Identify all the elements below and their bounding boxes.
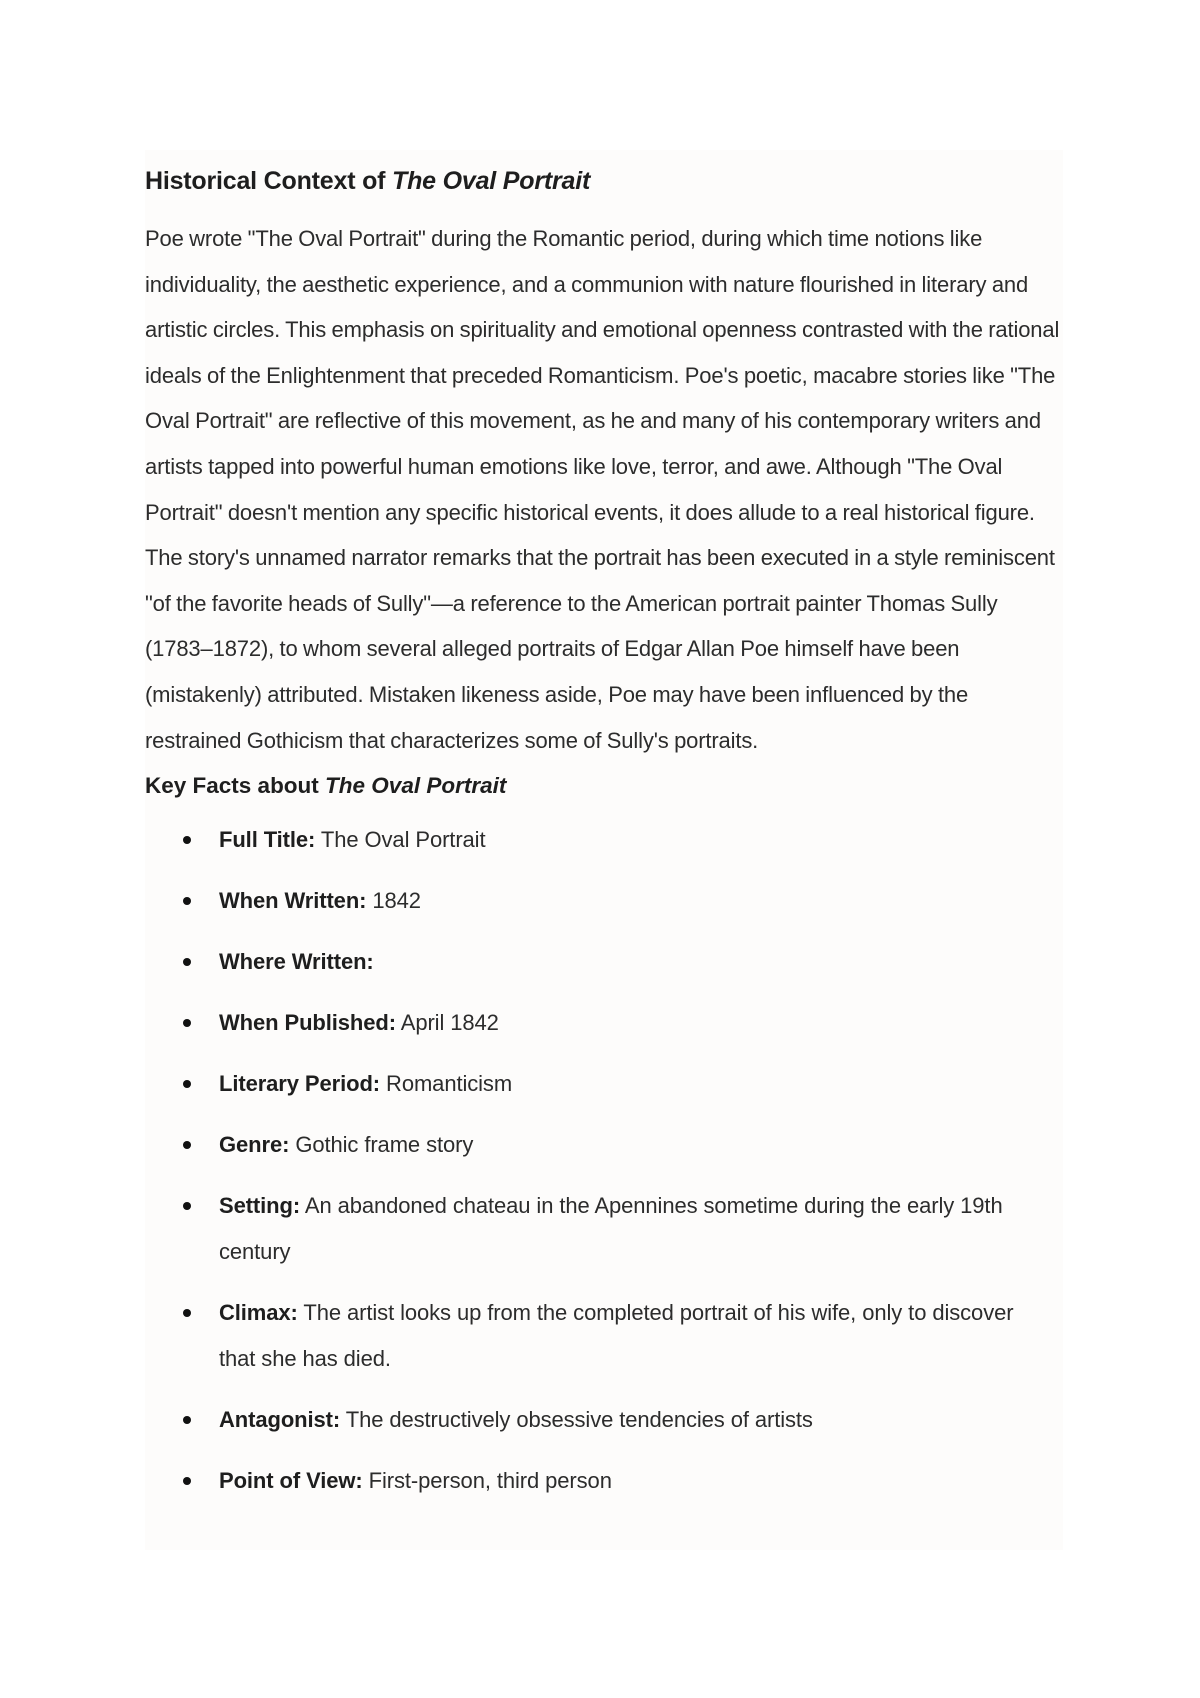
bullet-icon xyxy=(183,897,191,905)
fact-item-when-published xyxy=(145,1000,1049,1046)
bullet-icon xyxy=(183,1141,191,1149)
fact-item-antagonist xyxy=(145,1397,1049,1443)
fact-label: Full Title: xyxy=(219,827,316,853)
fact-value: Gothic frame story xyxy=(289,1132,474,1158)
fact-item-genre xyxy=(145,1122,1049,1168)
fact-item-when-written xyxy=(145,878,1049,924)
bullet-icon xyxy=(183,1477,191,1485)
fact-value: First-person, third person xyxy=(362,1468,612,1494)
key-facts-heading-prefix: Key Facts about xyxy=(145,773,326,799)
fact-item-point-of-view xyxy=(145,1458,1049,1504)
bullet-icon xyxy=(183,836,191,844)
bullet-icon xyxy=(183,1309,191,1317)
fact-item-full-title xyxy=(145,817,1049,863)
bullet-icon xyxy=(183,1202,191,1210)
fact-value: An abandoned chateau in the Apennines sometime during the early 19th century xyxy=(219,1193,1003,1265)
content-area xyxy=(145,150,1063,1550)
fact-value: 1842 xyxy=(366,888,421,914)
fact-label: Point of View: xyxy=(219,1468,363,1494)
fact-label: Climax: xyxy=(219,1300,298,1326)
fact-item-literary-period xyxy=(145,1061,1049,1107)
fact-label: Setting: xyxy=(219,1193,301,1219)
fact-item-where-written xyxy=(145,939,1049,985)
fact-label: Genre: xyxy=(219,1132,290,1158)
fact-item-setting xyxy=(145,1183,1049,1275)
key-facts-heading xyxy=(145,767,1063,805)
page-title-italic: The Oval Portrait xyxy=(392,167,591,195)
fact-label: When Published: xyxy=(219,1010,396,1036)
page-title-prefix: Historical Context of xyxy=(145,167,393,195)
fact-label: When Written: xyxy=(219,888,367,914)
bullet-icon xyxy=(183,958,191,966)
fact-value: The artist looks up from the completed portrait of his wife, only to discover that she has died. xyxy=(219,1300,1014,1372)
page-title xyxy=(145,164,1063,198)
content-inner xyxy=(145,164,1063,1519)
fact-label: Where Written: xyxy=(219,949,374,975)
context-paragraph: Poe wrote "The Oval Portrait" during the Romantic period, during which time notions like individuality, the aesthetic experience, and a communion with nature flourished in literary and artistic circles. This emphasis on spirituality and emotional openness contrasted with the rational ideals of the Enlightenment that preceded Romanticism. Poe's poetic, macabre stories like "The Oval Portrait" are reflective of this movement, as he and many of his contemporary writers and artists tapped into powerful human emotions like love, terror, and awe. Although "The Oval Portrait" doesn't mention any specific historical events, it does allude to a real historical figure. The story's unnamed narrator remarks that the portrait has been executed in a style reminiscent "of the favorite heads of Sully"—a reference to the American portrait painter Thomas Sully (1783–1872), to whom several alleged portraits of Edgar Allan Poe himself have been (mistakenly) attributed. Mistaken likeness aside, Poe may have been influenced by the restrained Gothicism that characterizes some of Sully's portraits. xyxy=(145,226,1060,753)
fact-value: Romanticism xyxy=(380,1071,513,1097)
bullet-icon xyxy=(183,1019,191,1027)
bullet-icon xyxy=(183,1080,191,1088)
bullet-icon xyxy=(183,1416,191,1424)
fact-label: Antagonist: xyxy=(219,1407,341,1433)
fact-item-climax xyxy=(145,1290,1049,1382)
key-facts-heading-italic: The Oval Portrait xyxy=(325,773,507,799)
key-facts-list xyxy=(145,817,1063,1504)
fact-value: The destructively obsessive tendencies of artists xyxy=(340,1407,813,1433)
fact-label: Literary Period: xyxy=(219,1071,381,1097)
fact-value: The Oval Portrait xyxy=(315,827,486,853)
fact-value: April 1842 xyxy=(395,1010,499,1036)
